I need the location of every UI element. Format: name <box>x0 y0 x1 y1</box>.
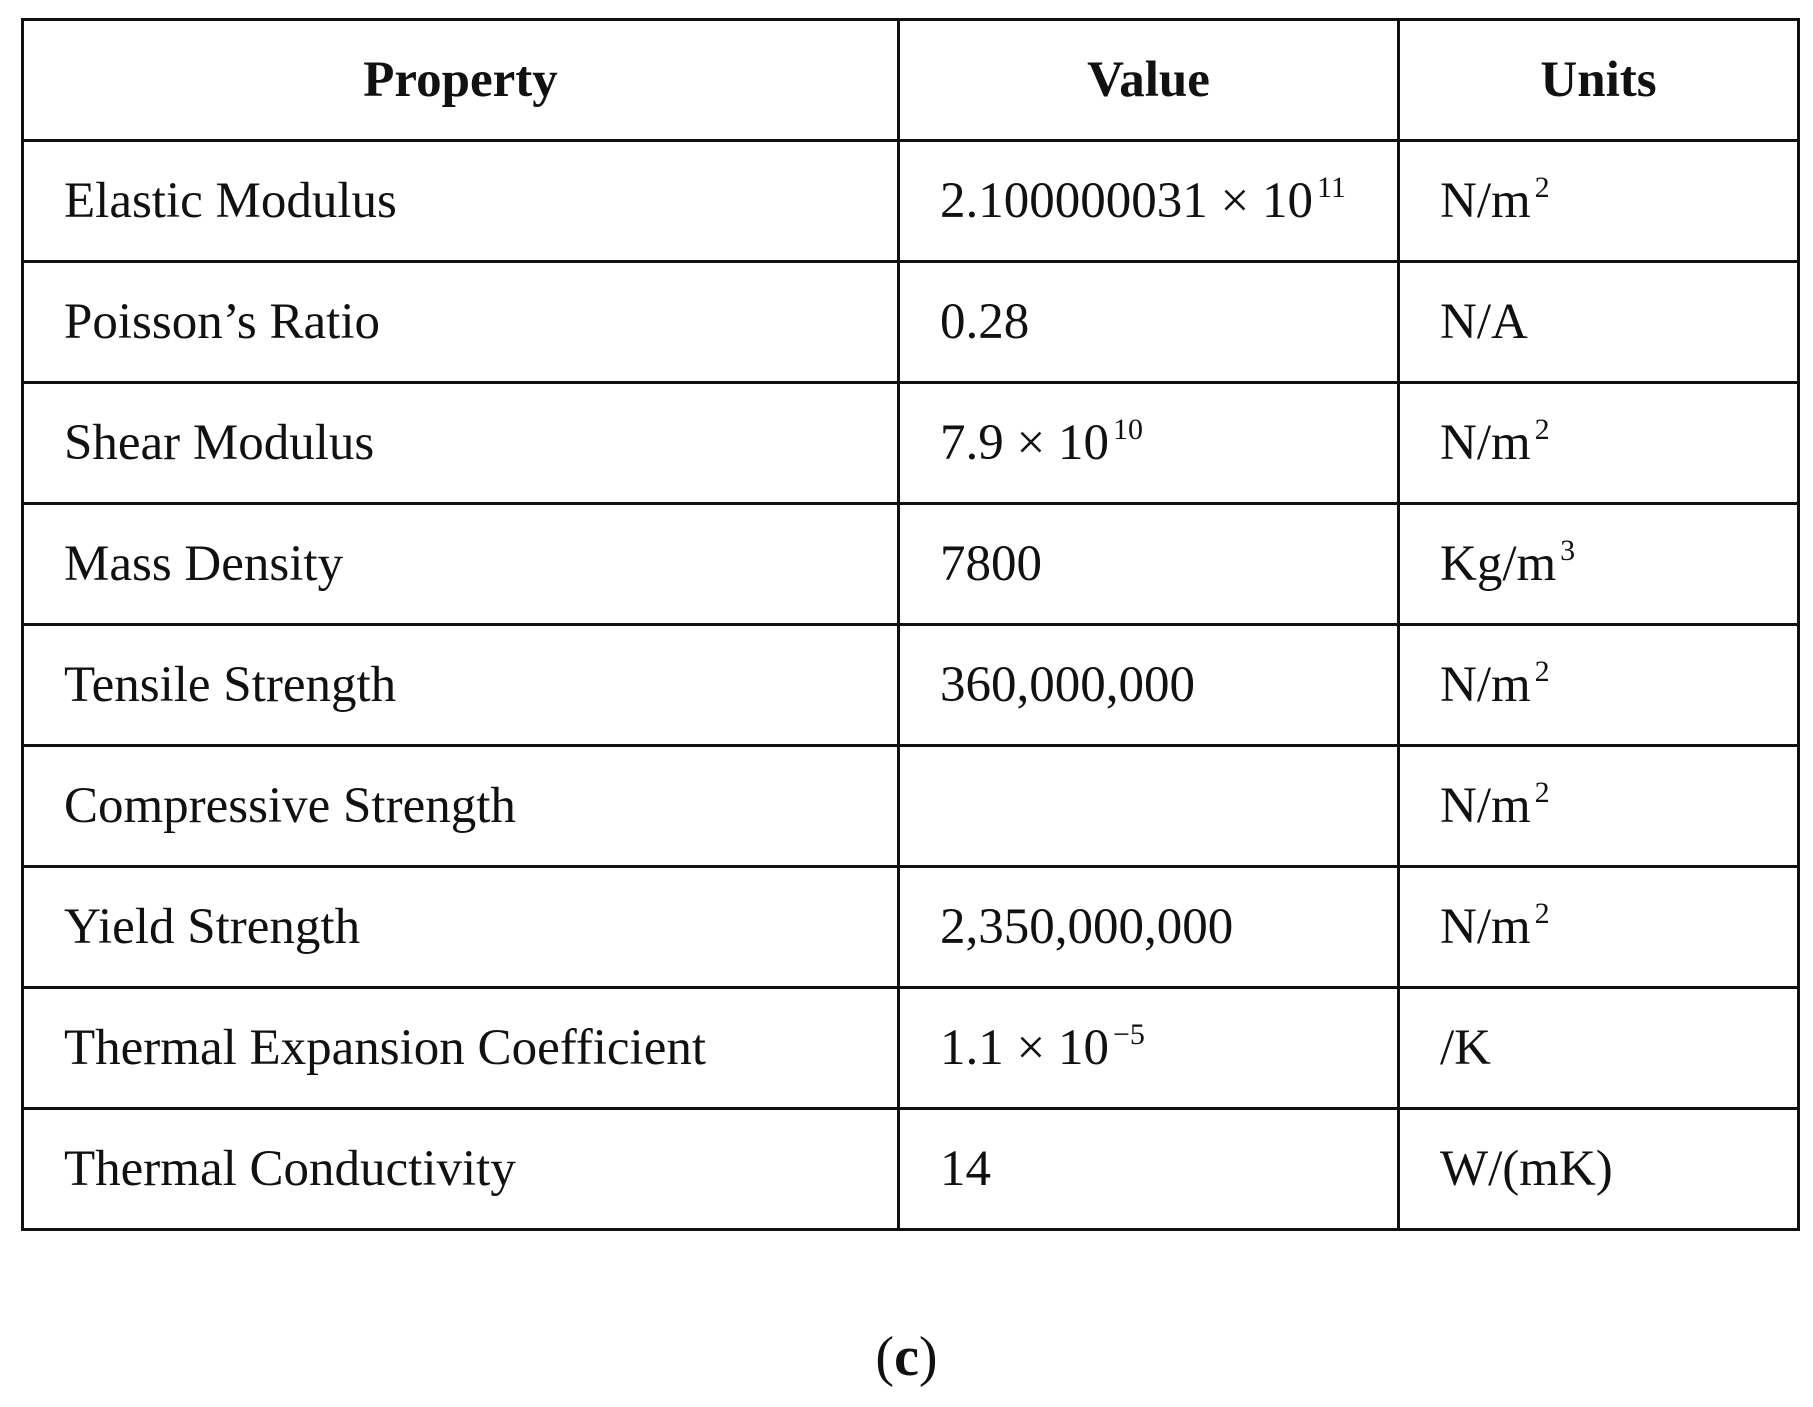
table-row <box>23 988 1799 1109</box>
cell-property <box>23 1109 899 1230</box>
table-row <box>23 262 1799 383</box>
value-base: 0.28 <box>940 294 1030 350</box>
cell-value <box>899 625 1399 746</box>
cell-property <box>23 504 899 625</box>
units-exponent: 2 <box>1534 776 1550 809</box>
property-label: Shear Modulus <box>64 415 375 471</box>
value-base: 1.1 × 10 <box>940 1020 1110 1076</box>
units-exponent: 2 <box>1534 171 1550 204</box>
cell-value <box>899 867 1399 988</box>
value-base: 14 <box>940 1141 991 1197</box>
cell-property <box>23 746 899 867</box>
property-label: Compressive Strength <box>64 778 516 834</box>
property-label: Tensile Strength <box>64 657 397 713</box>
table-row <box>23 746 1799 867</box>
units-exponent: 2 <box>1534 413 1550 446</box>
cell-units <box>1399 504 1799 625</box>
value-base: 360,000,000 <box>940 657 1195 713</box>
header-property: Property <box>23 20 899 141</box>
cell-units <box>1399 1109 1799 1230</box>
material-properties-table <box>21 18 1800 1231</box>
value-exponent: 10 <box>1113 413 1144 446</box>
cell-units <box>1399 262 1799 383</box>
units-base: W/(mK) <box>1440 1141 1613 1197</box>
cell-property <box>23 625 899 746</box>
table-row <box>23 867 1799 988</box>
units-base: N/A <box>1440 294 1528 350</box>
cell-property <box>23 383 899 504</box>
value-base: 7800 <box>940 536 1042 592</box>
units-base: N/m <box>1440 657 1531 713</box>
caption-open-paren: ( <box>875 1326 895 1388</box>
cell-units <box>1399 746 1799 867</box>
table-header-row <box>23 20 1799 141</box>
cell-value <box>899 988 1399 1109</box>
cell-value <box>899 262 1399 383</box>
table-row <box>23 625 1799 746</box>
units-base: /K <box>1440 1020 1491 1076</box>
units-exponent: 3 <box>1560 534 1576 567</box>
cell-units <box>1399 141 1799 262</box>
units-base: N/m <box>1440 415 1531 471</box>
cell-value <box>899 1109 1399 1230</box>
cell-units <box>1399 625 1799 746</box>
cell-property <box>23 141 899 262</box>
units-base: N/m <box>1440 899 1531 955</box>
cell-value <box>899 141 1399 262</box>
value-base: 7.9 × 10 <box>940 415 1110 471</box>
property-label: Yield Strength <box>64 899 361 955</box>
header-units: Units <box>1399 20 1799 141</box>
figure-caption <box>0 1325 1813 1389</box>
caption-letter: c <box>894 1326 919 1388</box>
value-base: 2,350,000,000 <box>940 899 1234 955</box>
table-row <box>23 1109 1799 1230</box>
property-label: Poisson’s Ratio <box>64 294 380 350</box>
cell-units <box>1399 988 1799 1109</box>
units-base: N/m <box>1440 778 1531 834</box>
units-base: Kg/m <box>1440 536 1557 592</box>
table-row <box>23 141 1799 262</box>
table-row <box>23 504 1799 625</box>
units-exponent: 2 <box>1534 655 1550 688</box>
value-exponent: −5 <box>1113 1018 1145 1051</box>
header-value: Value <box>899 20 1399 141</box>
cell-property <box>23 262 899 383</box>
cell-value <box>899 383 1399 504</box>
value-exponent: 11 <box>1317 171 1346 204</box>
cell-units <box>1399 867 1799 988</box>
property-label: Elastic Modulus <box>64 173 397 229</box>
units-exponent: 2 <box>1534 897 1550 930</box>
cell-property <box>23 988 899 1109</box>
cell-units <box>1399 383 1799 504</box>
units-base: N/m <box>1440 173 1531 229</box>
table-row <box>23 383 1799 504</box>
property-label: Thermal Expansion Coefficient <box>64 1020 707 1076</box>
cell-value <box>899 746 1399 867</box>
material-properties-table-wrapper <box>21 18 1797 1231</box>
property-label: Thermal Conductivity <box>64 1141 516 1197</box>
value-base: 2.100000031 × 10 <box>940 173 1314 229</box>
property-label: Mass Density <box>64 536 344 592</box>
caption-close-paren: ) <box>918 1326 938 1388</box>
cell-property <box>23 867 899 988</box>
cell-value <box>899 504 1399 625</box>
